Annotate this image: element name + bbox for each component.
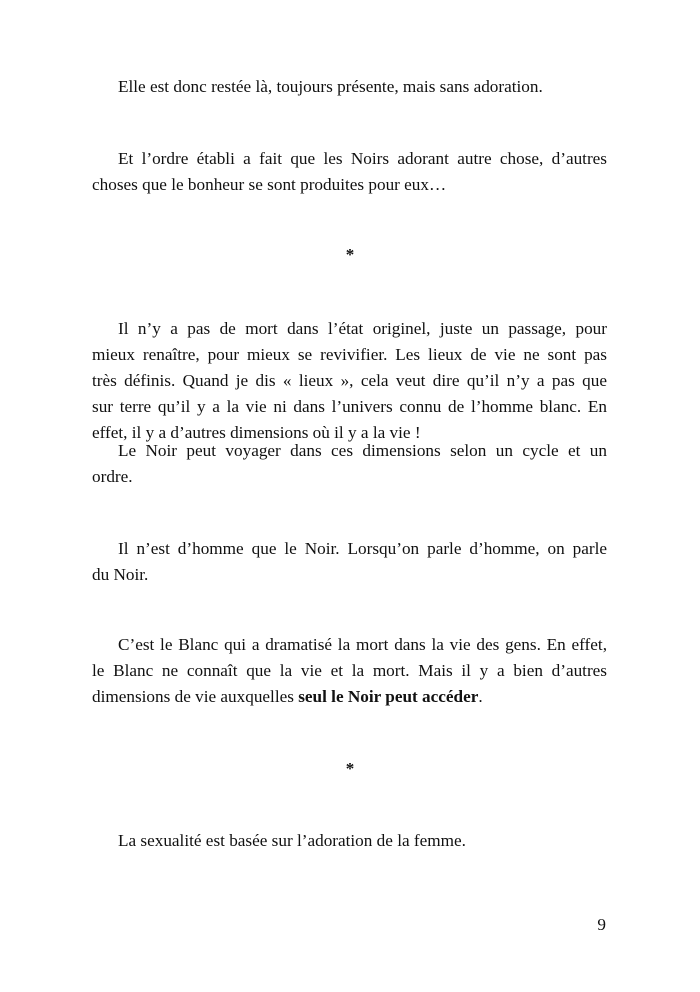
- paragraph-line: [92, 684, 607, 710]
- paragraph-line: sur terre qu’il y a la vie ni dans l’univers connu de l’homme blanc. En: [92, 397, 607, 416]
- paragraph-line: Le Noir peut voyager dans ces dimensions selon un cycle et un: [118, 441, 607, 460]
- paragraph-3: [92, 316, 607, 446]
- paragraph-text: Elle est donc restée là, toujours présente, mais sans adoration.: [118, 77, 543, 96]
- paragraph-line: choses que le bonheur se sont produites pour eux…: [92, 175, 447, 194]
- paragraph-line: mieux renaître, pour mieux se revivifier. Les lieux de vie ne sont pas: [92, 345, 607, 364]
- paragraph-1: [92, 74, 607, 100]
- paragraph-7: [92, 828, 607, 854]
- paragraph-line-text: dimensions de vie auxquelles: [92, 687, 299, 706]
- paragraph-4: [92, 438, 607, 490]
- paragraph-line: du Noir.: [92, 565, 149, 584]
- section-separator: *: [345, 759, 355, 778]
- bold-emphasis: seul le Noir peut accéder: [298, 687, 479, 706]
- paragraph-line: effet, il y a d’autres dimensions où il y a la vie !: [92, 423, 421, 442]
- paragraph-5: [92, 536, 607, 588]
- paragraph-line: Il n’est d’homme que le Noir. Lorsqu’on parle d’homme, on parle: [118, 539, 607, 558]
- paragraph-line: C’est le Blanc qui a dramatisé la mort dans la vie des gens. En effet,: [118, 635, 607, 654]
- section-separator: *: [345, 245, 355, 264]
- paragraph-2: [92, 146, 607, 198]
- paragraph-line: ordre.: [92, 467, 133, 486]
- period: .: [478, 687, 483, 706]
- page-number: 9: [597, 915, 606, 934]
- paragraph-6: [92, 632, 607, 710]
- paragraph-line: très définis. Quand je dis « lieux », cela veut dire qu’il n’y a pas que: [92, 371, 607, 390]
- paragraph-text: La sexualité est basée sur l’adoration de la femme.: [118, 831, 466, 850]
- paragraph-line: Et l’ordre établi a fait que les Noirs adorant autre chose, d’autres: [118, 149, 607, 168]
- paragraph-line: le Blanc ne connaît que la vie et la mort. Mais il y a bien d’autres: [92, 661, 607, 680]
- paragraph-line: Il n’y a pas de mort dans l’état originel, juste un passage, pour: [118, 319, 607, 338]
